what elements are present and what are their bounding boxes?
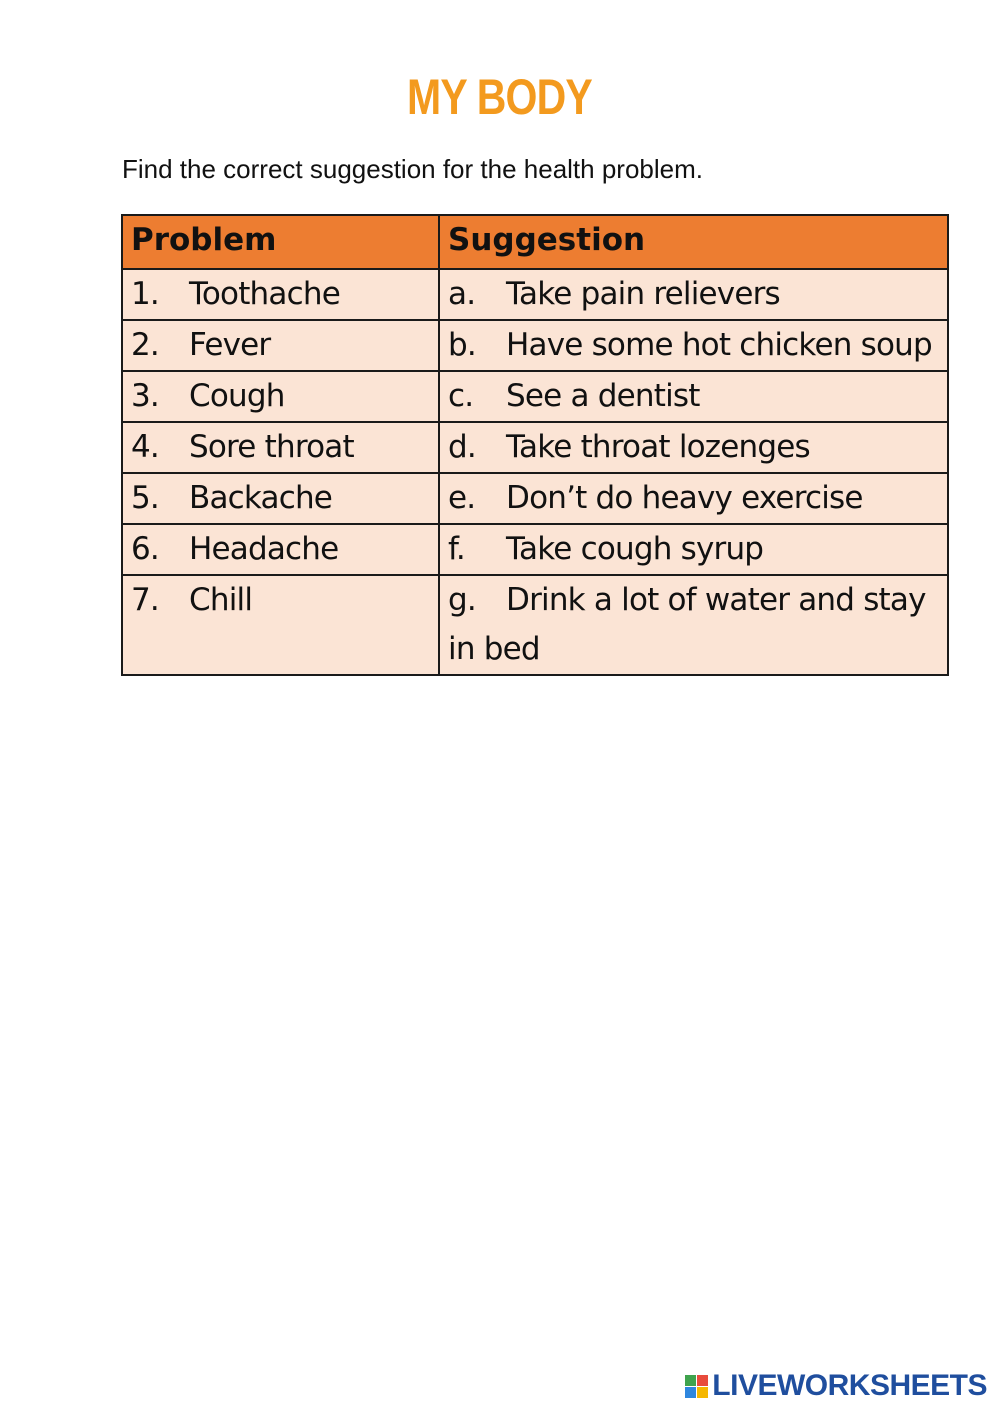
problem-number: 3. <box>131 378 159 414</box>
suggestion-letter: c. <box>448 378 474 414</box>
logo-square <box>685 1375 696 1386</box>
table-row <box>122 371 948 422</box>
logo-text: LIVEWORKSHEETS <box>712 1369 987 1402</box>
problem-text: Backache <box>189 480 333 516</box>
problem-cell <box>122 575 439 675</box>
table-header-row <box>122 215 948 269</box>
suggestion-text: Drink a lot of water and stay in bed <box>448 582 926 667</box>
problem-cell <box>122 269 439 320</box>
suggestion-cell <box>439 269 948 320</box>
table-row <box>122 269 948 320</box>
suggestion-cell <box>439 524 948 575</box>
page-title: MY BODY <box>407 69 592 125</box>
problem-number: 6. <box>131 531 159 567</box>
matching-table <box>121 214 949 676</box>
suggestion-text: Don’t do heavy exercise <box>506 480 863 516</box>
problem-number: 1. <box>131 276 159 312</box>
problem-cell <box>122 473 439 524</box>
suggestion-text: Take cough syrup <box>506 531 764 567</box>
logo-square <box>697 1375 708 1386</box>
problem-text: Toothache <box>189 276 340 312</box>
table-row <box>122 320 948 371</box>
suggestion-cell <box>439 371 948 422</box>
table-row <box>122 524 948 575</box>
logo-square <box>697 1387 708 1398</box>
suggestion-letter: e. <box>448 480 476 516</box>
suggestion-cell <box>439 473 948 524</box>
liveworksheets-logo <box>685 1369 987 1403</box>
problem-number: 5. <box>131 480 159 516</box>
problem-text: Chill <box>189 582 253 618</box>
problem-cell <box>122 320 439 371</box>
suggestion-letter: f. <box>448 531 465 567</box>
table-row <box>122 575 948 675</box>
header-problem: Problem <box>122 215 439 269</box>
suggestion-text: See a dentist <box>506 378 700 414</box>
problem-text: Cough <box>189 378 285 414</box>
suggestion-letter: d. <box>448 429 476 465</box>
problem-text: Headache <box>189 531 339 567</box>
problem-number: 4. <box>131 429 159 465</box>
table-row <box>122 473 948 524</box>
problem-number: 2. <box>131 327 159 363</box>
instructions: Find the correct suggestion for the health problem. <box>122 154 703 184</box>
suggestion-letter: b. <box>448 327 476 363</box>
table-row <box>122 422 948 473</box>
problem-cell <box>122 422 439 473</box>
problem-text: Fever <box>189 327 271 363</box>
suggestion-cell <box>439 422 948 473</box>
logo-square <box>685 1387 696 1398</box>
logo-mark-icon <box>685 1375 708 1398</box>
suggestion-text: Have some hot chicken soup <box>506 327 932 363</box>
suggestion-letter: a. <box>448 276 476 312</box>
suggestion-text: Take throat lozenges <box>506 429 810 465</box>
suggestion-text: Take pain relievers <box>506 276 780 312</box>
problem-cell <box>122 524 439 575</box>
problem-text: Sore throat <box>189 429 354 465</box>
suggestion-cell <box>439 575 948 675</box>
suggestion-cell <box>439 320 948 371</box>
problem-cell <box>122 371 439 422</box>
header-suggestion: Suggestion <box>439 215 948 269</box>
suggestion-letter: g. <box>448 582 476 618</box>
problem-number: 7. <box>131 582 159 618</box>
